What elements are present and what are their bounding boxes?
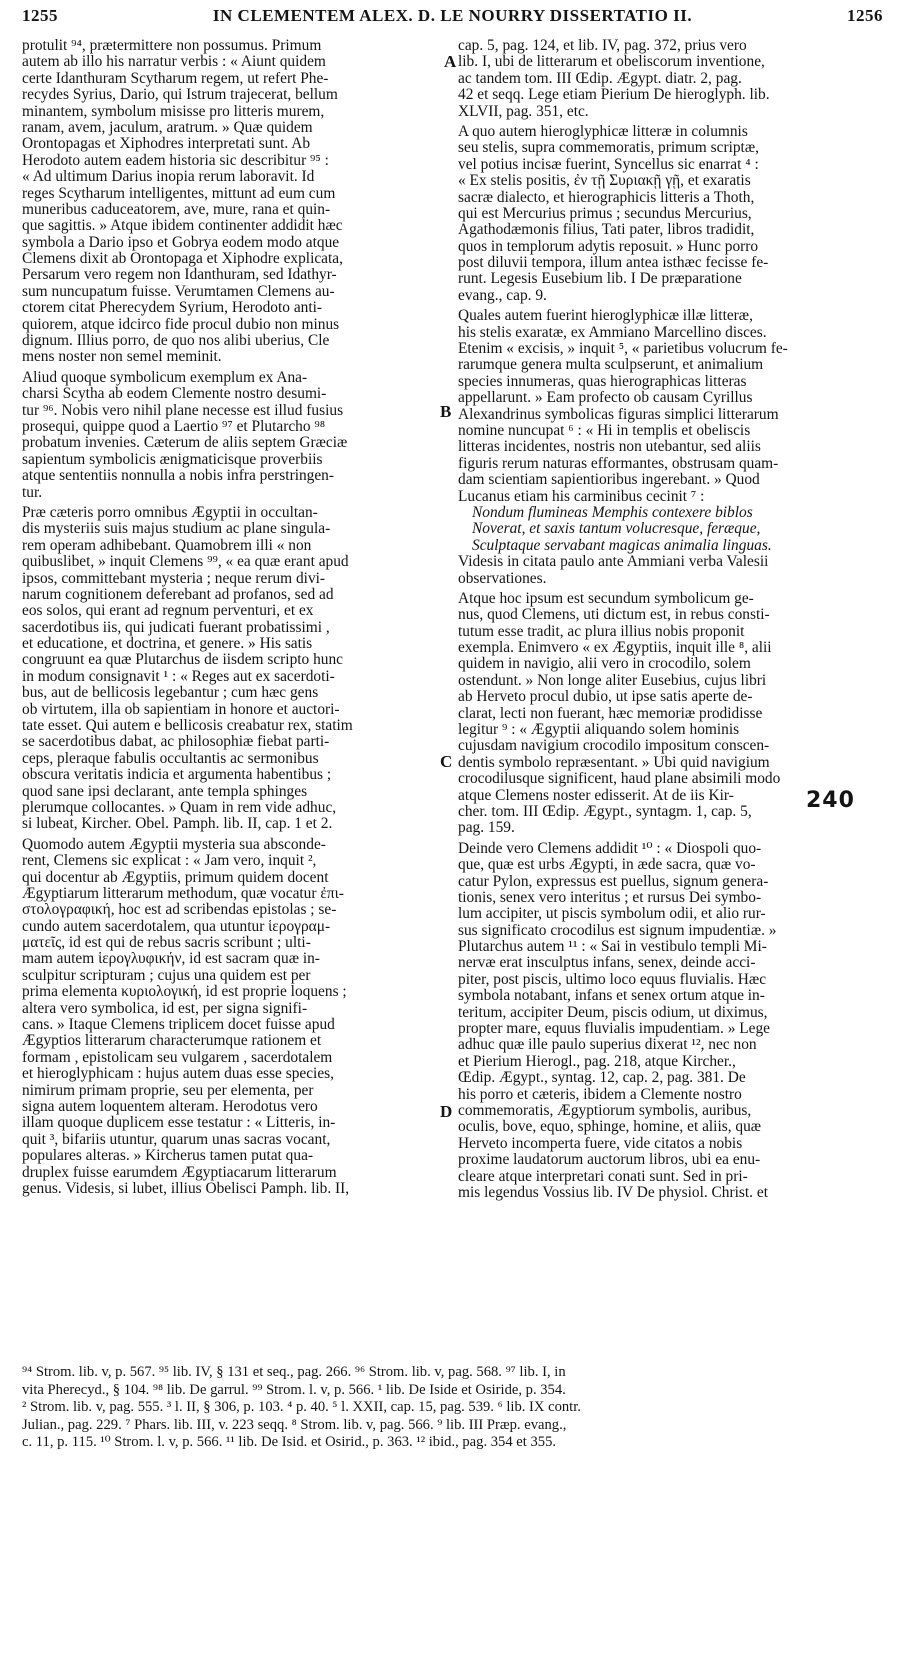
text-line: « Ex stelis positis, ἐν τῇ Συριακῇ γῇ, et exaratis: [458, 172, 751, 190]
text-line: Sculptaque servabant magicas animalia linguas.: [472, 536, 772, 554]
text-line: si lubeat, Kircher. Obel. Pamph. lib. II, cap. 1 et 2.: [22, 815, 333, 833]
text-line: species innumeras, quas hierographicas litteras: [458, 372, 747, 390]
text-line: eos solos, qui erant ad regnum perventuri, et ex: [22, 602, 314, 620]
text-line: cap. 5, pag. 124, et lib. IV, pag. 372, prius vero: [458, 38, 747, 54]
text-line: piter, post piscis, ultimo loco equus fluvialis. Hæc: [458, 970, 767, 988]
text-line: reges Scytharum intelligentes, mittunt ad eum cum: [22, 184, 336, 202]
text-line: ctorem citat Pherecydem Syrium, Herodoto anti-: [22, 299, 323, 317]
page-number-right: 1256: [847, 6, 883, 25]
text-line: ipsos, committebant mysteria ; neque rerum divi-: [22, 569, 326, 587]
text-line: adhuc quæ ille paulo superius dixerat ¹², nec non: [458, 1036, 757, 1054]
text-line: qui est Mercurius primus ; secundus Mercurius,: [458, 204, 752, 222]
text-line: symbola a Dario ipso et Gobrya eodem modo atque: [22, 233, 340, 251]
text-line: nervæ erat insculptus infans, senex, deinde acci-: [458, 954, 756, 972]
text-line: cundo autem sacerdotalem, qua utuntur ἱερογραμ-: [22, 917, 331, 935]
text-line: legitur ⁹ : « Ægyptii aliquando solem hominis: [458, 721, 740, 739]
text-line: dis mysteriis suis majus studium ac plane singula-: [22, 520, 331, 538]
text-line: Lucanus etiam his carminibus cecinit ⁷ :: [458, 487, 705, 505]
text-line: proxime laudatorum auctorum libros, ubi ea enu-: [458, 1151, 761, 1169]
text-line: mens noster non semel meminit.: [22, 348, 222, 366]
text-line: teritum, accipiter Deum, piscis odium, ut diximus,: [458, 1003, 768, 1021]
text-line: congruunt ea quæ Plutarchus de iisdem scripto hunc: [22, 651, 344, 669]
text-line: rarumque genera multa sculpserunt, et animalium: [458, 356, 764, 374]
text-line: certe Idanthuram Scytharum regem, ut refert Phe-: [22, 69, 329, 87]
text-line: catur Pylon, expressus est puellus, signum genera-: [458, 872, 769, 890]
text-line: nomine nuncupat ⁶ : « Hi in templis et obeliscis: [458, 421, 751, 439]
text-line: Agathodæmonis filius, Tati pater, libros tradidit,: [458, 221, 755, 239]
text-line: Atque hoc ipsum est secundum symbolicum ge-: [458, 589, 754, 607]
running-title: IN CLEMENTEM ALEX. D. LE NOURRY DISSERTATIO II.: [212, 6, 693, 25]
text-line: crocodilusque significent, haud plane absimili modo: [458, 770, 781, 788]
text-line: symbola notabant, infans et senex ortum atque in-: [458, 987, 765, 1005]
text-line: dentis symbolo repræsentant. » Ubi quid navigium: [458, 753, 770, 771]
text-line: litteras incidentes, nostris non utebantur, sed aliis: [458, 438, 761, 456]
text-line: tur.: [22, 483, 43, 501]
text-line: cujusdam navigium crocodilo impositum conscen-: [458, 737, 770, 755]
text-line: Quales autem fuerint hieroglyphicæ illæ litteræ,: [458, 307, 753, 325]
text-line: rent, Clemens sic explicat : « Jam vero, inquit ²,: [22, 852, 317, 870]
text-line: dam scientiam sapientioribus ingerebant. » Quod: [458, 471, 760, 489]
text-line: nimirum primam proprie, seu per elementa, per: [22, 1081, 314, 1099]
text-line: recydes Syrius, Dario, qui Istrum trajecerat, bellum: [22, 86, 338, 104]
text-line: rem operam adhibebant. Quamobrem illi « non: [22, 536, 312, 554]
text-line: Ægyptios litterarum characterumque rationem et: [22, 1032, 322, 1050]
text-line: altera vero symbolica, id est, per signa signifi-: [22, 999, 308, 1017]
text-line: Aliud quoque symbolicum exemplum ex Ana-: [22, 368, 308, 386]
text-line: A quo autem hieroglyphicæ litteræ in columnis: [458, 122, 748, 140]
text-line: ob virtutem, illa ob sapientiam in honore et auctori-: [22, 700, 340, 718]
text-line: evang., cap. 9.: [458, 286, 547, 304]
text-line: quit ³, bifariis utuntur, quarum unas sacras vocant,: [22, 1130, 331, 1148]
text-line: Præ cæteris porro omnibus Ægyptii in occultan-: [22, 503, 318, 521]
text-line: tutum esse tradit, ac plura illius nobis proponit: [458, 622, 745, 640]
text-line: Nondum flumineas Memphis contexere biblos: [472, 503, 753, 521]
text-line: cleare atque interpretari conati sunt. Sed in pri-: [458, 1167, 748, 1185]
text-line: tate esset. Qui autem e bellicosis creabatur rex, statim: [22, 717, 353, 735]
footnote-line: ² Strom. lib. v, pag. 555. ³ l. II, § 306, p. 103. ⁴ p. 40. ⁵ l. XXII, cap. 15, pag. 539. ⁶ lib. IX contr.: [22, 1399, 581, 1415]
page-mark-number: 240: [806, 788, 855, 813]
text-line: et hieroglyphicam : hujus autem duas esse species,: [22, 1065, 335, 1083]
text-line: Clemens dixit ab Orontopaga et Xiphodre explicata,: [22, 250, 343, 268]
text-line: minantem, symbolum misisse pro litteris murem,: [22, 102, 325, 120]
text-line: pag. 159.: [458, 819, 515, 837]
text-line: lum accipiter, ut piscis symbolum odii, et alio rur-: [458, 905, 766, 923]
margin-letter-d: D: [440, 1102, 453, 1121]
text-line: Noverat, et saxis tantum volucresque, feræque,: [472, 520, 761, 538]
text-line: prima elementa κυριολογική, id est proprie loquens ;: [22, 983, 347, 1001]
text-line: seu stelis, supra commemoratis, primum scriptæ,: [458, 139, 759, 157]
text-line: post diluvii tempora, illum antea isthæc fecisse fe-: [458, 254, 769, 272]
footnote-line: ⁹⁴ Strom. lib. v, p. 567. ⁹⁵ lib. IV, § 131 et seq., pag. 266. ⁹⁶ Strom. lib. v, pag. 568. ⁹⁷ lib. I, in: [22, 1364, 566, 1380]
text-line: ranam, avem, jaculum, aratrum. » Quæ quidem: [22, 118, 313, 136]
text-line: Deinde vero Clemens addidit ¹⁰ : « Diospoli quo-: [458, 839, 762, 857]
text-line: cans. » Itaque Clemens triplicem docet fuisse apud: [22, 1016, 335, 1034]
text-line: propter mare, equus fluvialis impudentiam. » Lege: [458, 1020, 770, 1038]
text-line: druplex fuisse earumdem Ægyptiacarum litterarum: [22, 1163, 337, 1181]
text-line: XLVII, pag. 351, etc.: [458, 102, 589, 120]
text-line: commemoratis, Ægyptiorum symbolis, auribus,: [458, 1102, 752, 1119]
text-line: tionis, senex vero interitus ; et rursus Dei symbo-: [458, 888, 762, 906]
text-line: signa autem loquentem alteram. Herodotus vero: [22, 1098, 318, 1115]
text-line: appellarunt. » Eam profecto ob causam Cyrillus: [458, 389, 753, 407]
text-line: et Pierium Hierogl., pag. 218, atque Kircher.,: [458, 1052, 736, 1070]
text-line: quos in templorum adytis reposuit. » Hunc porro: [458, 237, 759, 255]
text-line: illam quoque duplicem esse testatur : « Litteris, in-: [22, 1114, 336, 1132]
text-line: Herveto incomperta fuere, vide citatos a nobis: [458, 1134, 743, 1152]
footnote-line: c. 11, p. 115. ¹⁰ Strom. l. v, p. 566. ¹¹ lib. De Isid. et Osirid., p. 363. ¹² ibid., pag. 354 et 355.: [22, 1434, 557, 1450]
text-line: sus significato crocodilus est signum impudentiæ. »: [458, 921, 777, 939]
text-line: Orontopagas et Xiphodres interpretati sunt. Ab: [22, 135, 311, 153]
footnotes: [22, 1364, 886, 1452]
text-line: observationes.: [458, 569, 547, 587]
text-line: his stelis exaratæ, ex Ammiano Marcellino disces.: [458, 323, 767, 341]
footnote-line: vita Pherecyd., § 104. ⁹⁸ lib. De garrul. ⁹⁹ Strom. l. v, p. 566. ¹ lib. De Iside et Osiride, p. 354.: [22, 1381, 566, 1398]
text-line: Persarum vero regem non Idanthuram, sed Idathyr-: [22, 266, 337, 284]
text-line: ostendunt. » Non longe aliter Eusebius, cujus libri: [458, 671, 767, 689]
text-line: que, quæ est urbs Ægypti, in æde sacra, quæ vo-: [458, 856, 756, 874]
page-number-left: 1255: [22, 6, 58, 25]
text-line: probatum invenies. Cæterum de aliis septem Græciæ: [22, 434, 348, 452]
text-line: sacerdotibus iis, qui judicati fuerant probatissimi ,: [22, 618, 330, 636]
text-line: Œdip. Ægypt., syntag. 12, cap. 2, pag. 381. De: [458, 1069, 746, 1087]
text-line: ματεῖς, id est qui de rebus sacris scribunt ; ulti-: [22, 934, 311, 952]
footnote-line: Julian., pag. 229. ⁷ Phars. lib. III, v. 223 seqq. ⁸ Strom. lib. v, pag. 566. ⁹ lib. III Præp. evang.,: [22, 1416, 567, 1433]
text-line: genus. Videsis, si lubet, illius Obelisci Pamph. lib. II,: [22, 1179, 350, 1197]
text-line: nus, quod Clemens, uti dictum est, in rebus consti-: [458, 606, 770, 624]
text-line: prosequi, quippe quod a Laertio ⁹⁷ et Plutarcho ⁹⁸: [22, 417, 326, 435]
text-line: quidem in navigio, alii vero in crocodilo, solem: [458, 655, 751, 673]
text-line: vel potius incisæ fuerint, Syncellus sic enarrat ⁴ :: [458, 155, 759, 173]
text-line: ceps, pleraque fabulis occultantis ac sermonibus: [22, 749, 319, 767]
text-line: sapientum symbolicis ænigmaticisque proverbiis: [22, 450, 323, 468]
text-line: muneribus caduceatorem, ave, mure, rana et quin-: [22, 200, 331, 218]
text-line: quiorem, atque idcirco fide procul dubio non minus: [22, 315, 340, 333]
text-line: mam autem ἱερογλυφικήν, id est sacram quæ in-: [22, 950, 320, 968]
text-line: quod sane ipsi declarant, ante templa sphinges: [22, 782, 308, 800]
text-line: Videsis in citata paulo ante Ammiani verba Valesii: [458, 553, 769, 571]
margin-letter-b: B: [440, 402, 452, 421]
text-line: exempla. Enimvero « ex Ægyptiis, inquit ille ⁸, alii: [458, 639, 772, 657]
text-line: protulit ⁹⁴, prætermittere non possumus. Primum: [22, 38, 322, 54]
text-line: his porro et cæteris, ibidem a Clemente nostro: [458, 1085, 742, 1103]
margin-letter-a: A: [444, 52, 457, 71]
text-line: quibuslibet, » inquit Clemens ⁹⁹, « ea quæ erant apud: [22, 553, 349, 571]
text-line: mis legendus Vossius lib. IV De physiol. Christ. et: [458, 1183, 768, 1201]
text-line: figuris rerum naturas efformantes, obstrusam quam-: [458, 454, 779, 472]
text-line: Herodoto autem eadem historia sic describitur ⁹⁵ :: [22, 151, 329, 169]
text-line: in modum consignavit ¹ : « Reges aut ex sacerdoti-: [22, 667, 335, 685]
text-line: obscura veritatis indicia et argumenta habentibus ;: [22, 766, 332, 784]
text-line: Quomodo autem Ægyptii mysteria sua absconde-: [22, 835, 326, 853]
text-line: runt. Legesis Eusebium lib. I De præparatione: [458, 270, 742, 288]
text-line: populares alteras. » Kircherus tamen putat qua-: [22, 1147, 314, 1165]
text-line: tur ⁹⁶. Nobis vero nihil plane necesse est illud fusius: [22, 401, 344, 419]
text-line: clarat, lecti non fuerant, hæc memoriæ prodidisse: [458, 704, 763, 722]
text-line: formam , epistolicam seu vulgarem , sacerdotalem: [22, 1048, 333, 1066]
text-line: Ægyptiarum litterarum methodum, quæ vocatur ἐπι-: [22, 884, 344, 902]
text-line: Alexandrinus symbolicas figuras simplici litterarum: [458, 405, 779, 423]
text-line: que sagittis. » Atque ibidem continenter addidit hæc: [22, 217, 343, 235]
text-line: dignum. Illius porro, de quo nos alibi uberius, Cle: [22, 332, 330, 350]
text-line: Plutarchus autem ¹¹ : « Sai in vestibulo templi Mi-: [458, 938, 767, 956]
text-line: charsi Scytha ab eodem Clemente nostro desumi-: [22, 385, 327, 403]
text-line: Etenim « excisis, » inquit ⁵, « parietibus volucrum fe-: [458, 340, 788, 358]
text-line: plerumque collocantes. » Quam in rem vide adhuc,: [22, 798, 337, 816]
text-line: et educatione, et doctrina, et genere. » His satis: [22, 635, 313, 653]
text-line: ab Herveto procul dubio, ut ipse satis aperte de-: [458, 688, 753, 706]
text-line: lib. I, ubi de litterarum et obeliscorum inventione,: [458, 53, 765, 71]
text-line: « Ad ultimum Darius inopia rerum laboravit. Id: [22, 168, 315, 186]
text-line: qui docentur ab Ægyptiis, primum quidem docent: [22, 868, 329, 886]
text-line: sculpitur scripturam ; cujus una quidem est per: [22, 966, 311, 984]
text-line: ac tandem tom. III Œdip. Ægypt. diatr. 2, pag.: [458, 69, 742, 87]
margin-letter-c: C: [440, 752, 453, 771]
text-line: atque Clemens noster edisserit. At de iis Kir-: [458, 786, 734, 804]
text-line: se sacerdotibus dabat, ac philosophiæ fiebat parti-: [22, 733, 330, 751]
text-line: atque sententiis nonnulla a nobis infra perstringen-: [22, 467, 335, 485]
text-line: 42 et seqq. Lege etiam Pierium De hieroglyph. lib.: [458, 86, 770, 104]
text-line: cher. tom. III Œdip. Ægypt., syntagm. 1, cap. 5,: [458, 802, 752, 820]
text-line: sacræ dialecto, et hierographicis litteris a Thoth,: [458, 188, 755, 206]
text-line: bus, aut de bellicosis legebantur ; cum hæc gens: [22, 684, 319, 702]
text-line: στολογραφική, hoc est ad scribendas epistolas ; se-: [22, 901, 337, 919]
text-line: sum nuncupatum fuisse. Verumtamen Clemens au-: [22, 282, 335, 300]
text-line: oculis, bove, equo, sphinge, homine, et aliis, quæ: [458, 1118, 762, 1136]
text-line: autem ab illo his narratur verbis : « Aiunt quidem: [22, 53, 326, 71]
text-line: narum cognitionem deferebant ad profanos, sed ad: [22, 585, 334, 603]
